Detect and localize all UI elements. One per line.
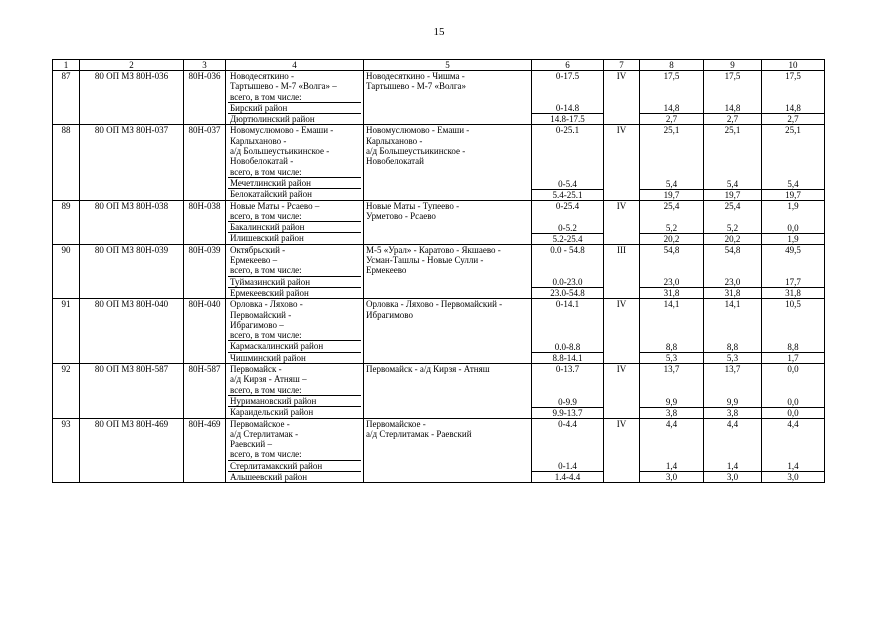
- road-route: Новые Маты - Тупеево - Урметово - Рсаево: [364, 200, 532, 244]
- road-category: III: [604, 244, 640, 298]
- length-regional: 17,5: [724, 71, 741, 81]
- road-category: IV: [604, 299, 640, 364]
- length-total-cell: [640, 125, 704, 200]
- length-regional-district: 5,4: [704, 179, 761, 190]
- km-range-cell: [532, 418, 604, 483]
- road-category: IV: [604, 200, 640, 244]
- length-total-district: 9,9: [640, 397, 703, 408]
- district-name: Туймазинский район: [228, 277, 361, 288]
- road-name: Новомуслюмово - Емаши - Карлыханово - а/д Большеустьикинское - Новобелокатай - всего, в том числе:: [228, 125, 361, 177]
- km-range-district: 0-14.8: [532, 103, 603, 114]
- km-range-district: 8.8-14.1: [552, 353, 583, 364]
- km-range-district: 5.2-25.4: [552, 233, 583, 244]
- road-id: 80 ОП МЗ 80Н-040: [80, 299, 184, 364]
- km-range-cell: [532, 125, 604, 200]
- road-code: 80Н-039: [184, 244, 226, 298]
- length-total-district: 3,8: [665, 407, 678, 418]
- length-surfaced-district: 2,7: [787, 114, 799, 125]
- length-surfaced: 25,1: [785, 125, 801, 136]
- km-range-district: 9.9-13.7: [552, 407, 583, 418]
- length-surfaced-district: 14,8: [762, 103, 824, 114]
- length-regional-district: 20,2: [724, 233, 741, 244]
- page-number: 15: [433, 26, 445, 38]
- district-name: Белокатайский район: [230, 189, 312, 200]
- row-number: 87: [53, 71, 80, 125]
- length-regional: 25,1: [724, 125, 741, 136]
- length-regional: 54,8: [724, 244, 741, 255]
- road-code: 80Н-038: [184, 200, 226, 244]
- road-name: Первомайское - а/д Стерлитамак - Раевский – всего, в том числе:: [228, 419, 361, 461]
- length-regional-district: 3,8: [726, 407, 739, 418]
- length-total: 25,4: [663, 200, 680, 211]
- length-total-district: 1,4: [640, 461, 703, 472]
- length-regional: 14,1: [724, 299, 741, 310]
- district-name: Нуримановский район: [228, 396, 361, 407]
- road-code: 80Н-587: [184, 364, 226, 418]
- km-range-district: 23.0-54.8: [550, 288, 585, 299]
- road-id: 80 ОП МЗ 80Н-038: [80, 200, 184, 244]
- district-name: Илишевский район: [230, 233, 304, 244]
- length-surfaced-district: 5,4: [762, 179, 824, 190]
- column-header-4: 4: [226, 60, 364, 71]
- road-route: Новодесяткино - Чишма - Тартышево - М-7 «Волга»: [364, 71, 532, 125]
- length-regional-cell: [704, 125, 762, 200]
- length-total-district: 5,3: [665, 353, 678, 364]
- km-range-district: 0.0-23.0: [532, 277, 603, 288]
- length-total-district: 5,4: [640, 179, 703, 190]
- road-code: 80Н-037: [184, 125, 226, 200]
- road-name: Орловка - Ляхово - Первомайский - Ибрагимово – всего, в том числе:: [228, 299, 361, 341]
- district-name: Бакалинский район: [228, 222, 361, 233]
- km-range: 0-14.1: [555, 299, 580, 310]
- road-name-cell: [226, 364, 364, 418]
- column-header-6: 6: [532, 60, 604, 71]
- length-total-cell: [640, 200, 704, 244]
- length-surfaced-district: 17,7: [762, 277, 824, 288]
- km-range: 0.0 - 54.8: [550, 244, 585, 255]
- road-name-cell: [226, 71, 364, 125]
- column-header-7: 7: [604, 60, 640, 71]
- road-name: Новые Маты - Рсаево – всего, в том числе:: [228, 201, 361, 223]
- table-row: [53, 418, 825, 483]
- km-range: 0-25.1: [555, 125, 580, 136]
- length-regional-cell: [704, 71, 762, 125]
- district-name: Стерлитамакский район: [228, 461, 361, 472]
- road-name-cell: [226, 125, 364, 200]
- km-range-cell: [532, 364, 604, 418]
- table-row: [53, 299, 825, 364]
- district-name: Кармаскалинский район: [228, 341, 361, 352]
- row-number: 92: [53, 364, 80, 418]
- length-total-cell: [640, 364, 704, 418]
- length-surfaced: 10,5: [785, 299, 801, 310]
- length-regional-district: 2,7: [726, 114, 739, 125]
- column-header-1: 1: [53, 60, 80, 71]
- length-total: 17,5: [663, 71, 680, 81]
- district-name: Альшеевский район: [230, 471, 308, 482]
- district-name: Чишминский район: [230, 352, 306, 363]
- length-total-district: 19,7: [663, 189, 680, 200]
- length-surfaced-district: 31,8: [785, 288, 801, 299]
- length-total: 54,8: [663, 244, 680, 255]
- length-regional-district: 5,2: [704, 223, 761, 234]
- length-surfaced-cell: [762, 364, 825, 418]
- table-row: [53, 364, 825, 418]
- length-total: 4,4: [665, 418, 678, 429]
- km-range-cell: [532, 200, 604, 244]
- table-body: [53, 71, 825, 483]
- road-name: Первомайск - а/д Кирзя - Атняш – всего, в том числе:: [228, 364, 361, 396]
- length-regional-district: 23,0: [704, 277, 761, 288]
- length-regional-district: 19,7: [724, 189, 741, 200]
- row-number: 89: [53, 200, 80, 244]
- road-route: М-5 «Урал» - Каратово - Якшаево - Усман-Ташлы - Новые Сулли - Ермекеево: [364, 244, 532, 298]
- length-regional-cell: [704, 418, 762, 483]
- km-range-cell: [532, 299, 604, 364]
- road-id: 80 ОП МЗ 80Н-037: [80, 125, 184, 200]
- length-regional-district: 1,4: [704, 461, 761, 472]
- km-range-district: 0-9.9: [532, 397, 603, 408]
- length-total-district: 8,8: [640, 342, 703, 353]
- road-name: Новодесяткино - Тартышево - М-7 «Волга» – всего, в том числе:: [228, 71, 361, 103]
- km-range-district: 0-5.4: [532, 179, 603, 190]
- header-row: [53, 60, 825, 71]
- roads-table: [52, 59, 825, 483]
- length-regional-cell: [704, 200, 762, 244]
- length-surfaced-cell: [762, 418, 825, 483]
- length-total-cell: [640, 299, 704, 364]
- length-regional: 4,4: [726, 418, 739, 429]
- district-name: Бирский район: [228, 103, 361, 114]
- km-range-district: 0-1.4: [532, 461, 603, 472]
- road-id: 80 ОП МЗ 80Н-469: [80, 418, 184, 483]
- length-regional-district: 14,8: [704, 103, 761, 114]
- km-range: 0-25.4: [555, 200, 580, 211]
- length-surfaced-cell: [762, 71, 825, 125]
- column-header-3: 3: [184, 60, 226, 71]
- road-route: Новомуслюмово - Емаши - Карлыханово - а/д Большеустьикинское - Новобелокатай: [364, 125, 532, 200]
- length-surfaced-cell: [762, 244, 825, 298]
- length-total-district: 23,0: [640, 277, 703, 288]
- road-category: IV: [604, 418, 640, 483]
- length-total-district: 31,8: [663, 288, 680, 299]
- road-name-cell: [226, 299, 364, 364]
- road-name-cell: [226, 200, 364, 244]
- km-range-district: 0.0-8.8: [532, 342, 603, 353]
- length-total-district: 20,2: [663, 233, 680, 244]
- table-row: [53, 71, 825, 125]
- length-surfaced-district: 1,4: [762, 461, 824, 472]
- km-range-district: 0-5.2: [532, 223, 603, 234]
- length-surfaced-district: 1,9: [787, 233, 799, 244]
- length-surfaced-district: 1,7: [787, 353, 799, 364]
- length-total: 13,7: [663, 364, 680, 375]
- km-range: 0-17.5: [555, 71, 580, 81]
- road-category: IV: [604, 364, 640, 418]
- km-range-district: 5.4-25.1: [552, 189, 583, 200]
- table-row: [53, 200, 825, 244]
- length-total-district: 5,2: [640, 223, 703, 234]
- length-surfaced: 0,0: [787, 364, 799, 375]
- road-name-cell: [226, 244, 364, 298]
- district-name: Мечетлинский район: [228, 178, 361, 189]
- row-number: 90: [53, 244, 80, 298]
- row-number: 93: [53, 418, 80, 483]
- length-regional: 25,4: [724, 200, 741, 211]
- district-name: Ермекеевский район: [230, 287, 309, 298]
- length-regional-district: 31,8: [724, 288, 741, 299]
- length-total-district: 3,0: [665, 472, 678, 483]
- length-surfaced: 4,4: [787, 418, 799, 429]
- length-surfaced-cell: [762, 125, 825, 200]
- length-total: 14,1: [663, 299, 680, 310]
- length-total-cell: [640, 71, 704, 125]
- column-header-2: 2: [80, 60, 184, 71]
- length-surfaced-district: 0,0: [762, 397, 824, 408]
- length-surfaced-cell: [762, 299, 825, 364]
- road-code: 80Н-040: [184, 299, 226, 364]
- length-regional: 13,7: [724, 364, 741, 375]
- km-range-district: 1.4-4.4: [554, 472, 581, 483]
- road-category: IV: [604, 71, 640, 125]
- length-surfaced-district: 3,0: [787, 472, 799, 483]
- road-id: 80 ОП МЗ 80Н-036: [80, 71, 184, 125]
- length-regional-cell: [704, 299, 762, 364]
- length-surfaced: 17,5: [785, 71, 801, 81]
- road-name: Октябрьский - Ермекеево – всего, в том числе:: [228, 245, 361, 277]
- length-surfaced-district: 19,7: [785, 189, 801, 200]
- length-surfaced-district: 8,8: [762, 342, 824, 353]
- km-range-district: 14.8-17.5: [550, 114, 585, 125]
- road-route: Первомайское - а/д Стерлитамак - Раевский: [364, 418, 532, 483]
- km-range-cell: [532, 244, 604, 298]
- row-number: 91: [53, 299, 80, 364]
- km-range: 0-13.7: [555, 364, 580, 375]
- length-regional-cell: [704, 244, 762, 298]
- road-code: 80Н-469: [184, 418, 226, 483]
- column-header-9: 9: [704, 60, 762, 71]
- km-range-cell: [532, 71, 604, 125]
- km-range: 0-4.4: [558, 418, 577, 429]
- column-header-5: 5: [364, 60, 532, 71]
- length-surfaced: 1,9: [787, 200, 799, 211]
- length-regional-district: 8,8: [704, 342, 761, 353]
- length-total-district: 14,8: [640, 103, 703, 114]
- road-route: Первомайск - а/д Кирзя - Атняш: [364, 364, 532, 418]
- length-total-cell: [640, 418, 704, 483]
- column-header-8: 8: [640, 60, 704, 71]
- district-name: Дюртюлинский район: [230, 114, 315, 125]
- length-surfaced: 49,5: [785, 244, 801, 255]
- length-total: 25,1: [663, 125, 680, 136]
- row-number: 88: [53, 125, 80, 200]
- district-name: Караидельский район: [230, 407, 314, 418]
- length-surfaced-district: 0,0: [762, 223, 824, 234]
- length-regional-district: 3,0: [726, 472, 739, 483]
- road-name-cell: [226, 418, 364, 483]
- road-id: 80 ОП МЗ 80Н-039: [80, 244, 184, 298]
- table-row: [53, 244, 825, 298]
- length-surfaced-district: 0,0: [787, 407, 799, 418]
- table-row: [53, 125, 825, 200]
- length-regional-cell: [704, 364, 762, 418]
- length-regional-district: 9,9: [704, 397, 761, 408]
- length-surfaced-cell: [762, 200, 825, 244]
- road-code: 80Н-036: [184, 71, 226, 125]
- road-route: Орловка - Ляхово - Первомайский - Ибрагимово: [364, 299, 532, 364]
- road-id: 80 ОП МЗ 80Н-587: [80, 364, 184, 418]
- length-total-cell: [640, 244, 704, 298]
- road-category: IV: [604, 125, 640, 200]
- column-header-10: 10: [762, 60, 825, 71]
- length-regional-district: 5,3: [726, 353, 739, 364]
- length-total-district: 2,7: [665, 114, 678, 125]
